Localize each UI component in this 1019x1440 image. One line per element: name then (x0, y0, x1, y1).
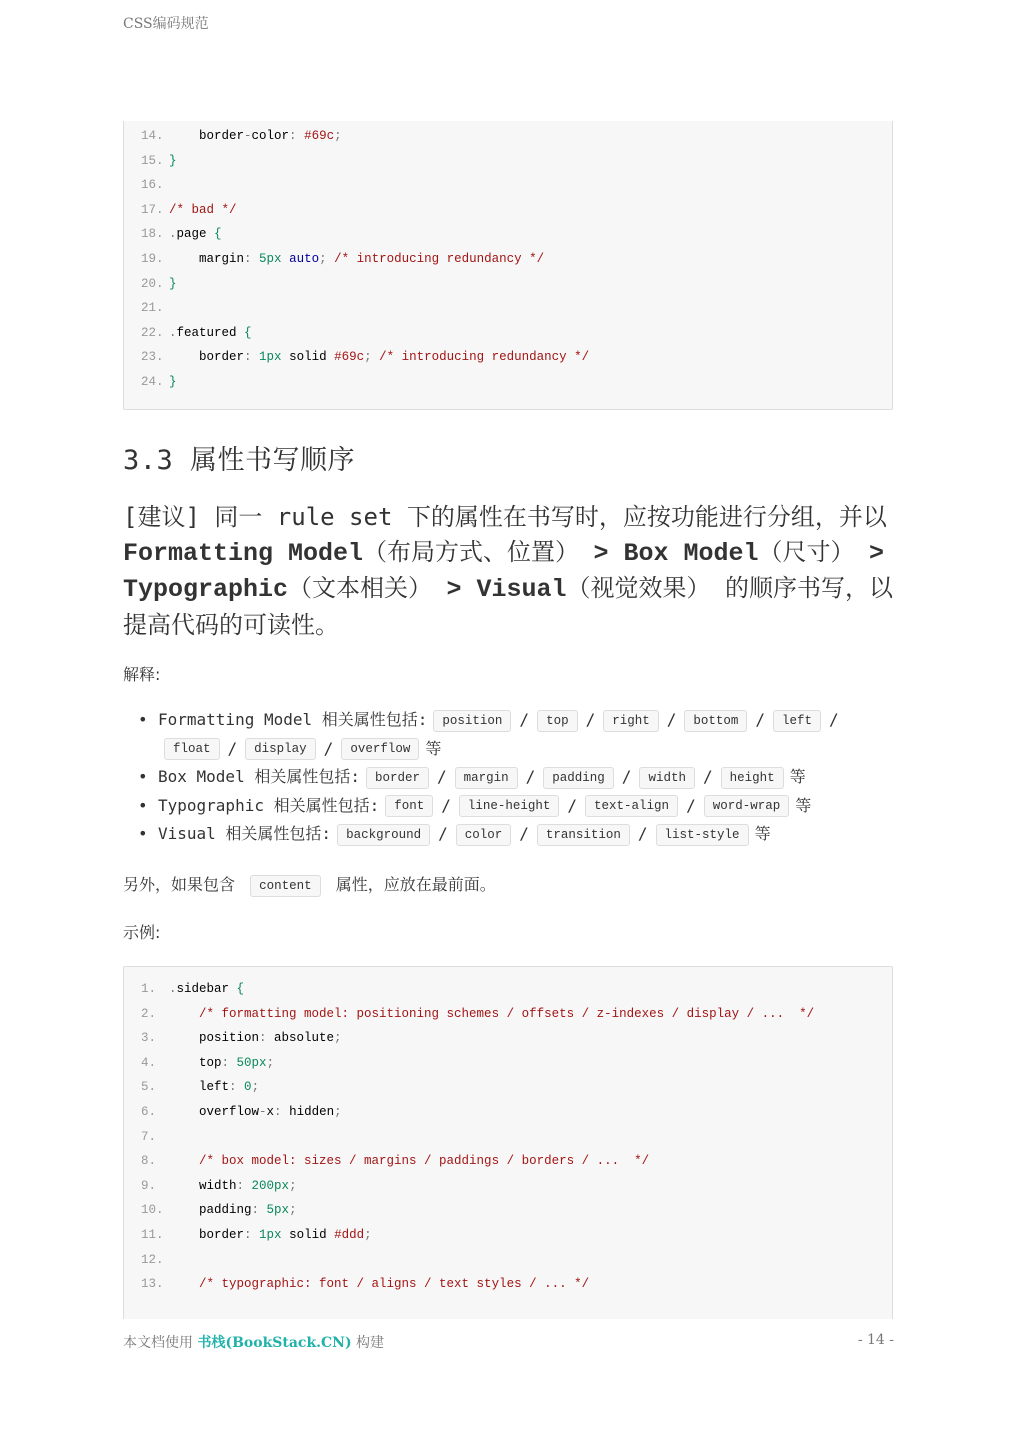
note-text-after: 属性，应放在最前面。 (335, 875, 496, 894)
separator: / (567, 795, 578, 815)
code-text (169, 247, 544, 272)
code-token: { (236, 982, 245, 996)
inline-code-property: padding (543, 767, 614, 789)
code-token: /* box model: sizes / margins / paddings / borders / ... */ (199, 1154, 650, 1169)
note-text-before: 另外，如果包含 (123, 875, 236, 894)
code-line (124, 1272, 892, 1297)
code-token: overflow (169, 1104, 260, 1119)
code-text (169, 222, 222, 247)
code-line (124, 1100, 892, 1125)
code-line (124, 247, 892, 272)
inline-code-property: position (433, 710, 511, 732)
inline-code-property: overflow (341, 738, 419, 760)
rule-text: （尺寸） (758, 537, 869, 566)
code-token: : (221, 1055, 230, 1070)
line-number: 11. (141, 1227, 164, 1242)
code-token: solid (281, 1227, 335, 1242)
code-line (124, 977, 892, 1002)
code-token: margin (169, 251, 245, 266)
inline-code-property: top (537, 710, 578, 732)
code-token (252, 350, 260, 364)
code-token (252, 252, 260, 266)
property-group-suffix: 等 (754, 824, 771, 843)
code-text (169, 1223, 372, 1248)
code-text (169, 321, 252, 346)
code-text (169, 1174, 297, 1199)
inline-code-property: line-height (459, 795, 560, 817)
code-text (169, 124, 342, 149)
code-block-2 (123, 966, 893, 1319)
code-token (244, 1179, 252, 1193)
code-token: : (289, 129, 297, 143)
code-line (124, 173, 892, 198)
code-line (124, 149, 892, 174)
inline-code-property: float (164, 738, 220, 760)
code-token (372, 350, 380, 364)
line-number: 2. (141, 1006, 157, 1021)
line-number: 3. (141, 1031, 157, 1046)
code-text (169, 977, 244, 1002)
rule-text: [建议] 同一 rule set 下的属性在书写时，应按功能进行分组，并以 (123, 503, 887, 531)
inline-code-property: list-style (656, 824, 749, 846)
inline-code-property: width (639, 767, 695, 789)
code-line (124, 321, 892, 346)
line-number: 21. (141, 301, 164, 316)
line-number: 9. (141, 1178, 157, 1193)
line-number: 10. (141, 1203, 164, 1218)
inline-code-property: border (366, 767, 429, 789)
code-token: ; (289, 1178, 297, 1193)
rule-text: （布局方式、位置） (363, 537, 594, 566)
inline-code-property: background (337, 824, 430, 846)
rule-bold-visual: > Visual (446, 575, 567, 604)
separator: / (227, 738, 238, 758)
property-group-suffix: 等 (795, 795, 812, 815)
separator: / (436, 767, 447, 786)
explain-label: 解释: (123, 665, 161, 684)
property-group-item (138, 792, 898, 821)
code-token (259, 1203, 267, 1217)
code-line (124, 198, 892, 223)
code-token: 1px (259, 1227, 282, 1242)
code-token: - (244, 129, 252, 143)
inline-code-property: height (721, 767, 784, 789)
line-number: 20. (141, 276, 164, 291)
rule-text: （视觉效果） 的顺序书写，以提高代码的可读性。 (123, 574, 893, 639)
code-token: 200px (251, 1178, 290, 1193)
code-token: #69c (304, 129, 335, 143)
code-token (169, 1154, 199, 1168)
separator: / (666, 710, 677, 729)
code-token: border (169, 1227, 245, 1242)
code-line (124, 222, 892, 247)
code-line (124, 1248, 892, 1273)
code-token: ; (364, 1227, 372, 1242)
code-token: hidden (281, 1104, 335, 1119)
code-token: /* introducing redundancy */ (379, 350, 590, 365)
code-token: ; (319, 251, 327, 266)
code-token: : (244, 350, 252, 365)
code-token: { (214, 227, 222, 242)
code-token: ; (334, 1031, 342, 1046)
code-token: . (169, 982, 177, 996)
code-line (124, 1075, 892, 1100)
code-token: { (244, 325, 252, 340)
property-group-label: Formatting Model 相关属性包括: (158, 710, 428, 729)
line-number: 1. (141, 982, 157, 996)
code-token: 50px (236, 1055, 267, 1070)
code-token: solid (281, 350, 335, 365)
code-token: } (169, 153, 177, 168)
rule-bold-formatting-model: Formatting Model (123, 538, 364, 568)
code-token: absolute (266, 1031, 335, 1046)
code-token: } (169, 276, 177, 291)
code-token (237, 1080, 245, 1094)
line-number: 8. (141, 1154, 157, 1169)
property-group-list (138, 706, 898, 849)
code-token: : (236, 1178, 245, 1193)
line-number: 14. (141, 129, 164, 143)
code-token: #69c (334, 350, 365, 365)
code-token: auto (289, 251, 320, 266)
code-line (124, 345, 892, 370)
property-group-label: Visual 相关属性包括: (158, 824, 332, 843)
separator: / (519, 824, 529, 843)
code-token (252, 1228, 260, 1242)
code-token: border (169, 129, 245, 143)
code-text (169, 272, 177, 297)
inline-code-property: text-align (585, 795, 678, 817)
line-number: 15. (141, 153, 164, 168)
code-line (124, 272, 892, 297)
inline-code-property: bottom (684, 710, 747, 732)
code-token: top (169, 1055, 222, 1070)
separator: / (637, 824, 648, 843)
inline-code-property: right (603, 710, 659, 732)
code-token: . (169, 227, 177, 242)
line-number: 5. (141, 1080, 157, 1095)
code-text (169, 149, 177, 174)
code-token: ; (334, 1104, 342, 1119)
section-title: 3.3 属性书写顺序 (123, 445, 356, 476)
code-line (124, 370, 892, 395)
code-token: /* typographic: font / aligns / text styles / ... */ (199, 1277, 590, 1292)
code-token: /* formatting model: positioning schemes / offsets / z-indexes / display / ... */ (199, 1006, 815, 1021)
rule-bold-typographic: > Typographic (123, 538, 884, 604)
line-number: 12. (141, 1252, 164, 1267)
code-token: /* introducing redundancy */ (334, 251, 545, 266)
inline-code-property: margin (455, 767, 518, 789)
code-token: : (274, 1104, 282, 1119)
separator: / (441, 795, 451, 815)
code-line (124, 1149, 892, 1174)
code-text (169, 1100, 342, 1125)
separator: / (621, 767, 632, 786)
rule-text: （文本相关） (288, 574, 447, 602)
property-group-suffix: 等 (789, 767, 806, 786)
code-token: } (169, 374, 177, 389)
footer-prefix: 本文档使用 (123, 1335, 198, 1351)
property-group-item (138, 763, 898, 792)
rule-paragraph (123, 500, 893, 642)
footer-suffix: 构建 (351, 1335, 385, 1351)
code-line (124, 1198, 892, 1223)
code-line (124, 1002, 892, 1027)
property-group-label: Box Model 相关属性包括: (158, 767, 360, 786)
code-token: : (244, 1227, 252, 1242)
code-text (169, 1051, 274, 1076)
bookstack-link[interactable]: 书栈(BookStack.CN) (197, 1335, 352, 1351)
code-token (282, 252, 290, 266)
inline-code-property: display (245, 738, 316, 760)
line-number: 4. (141, 1055, 157, 1070)
code-token: 5px (259, 251, 282, 266)
inline-code-property: word-wrap (704, 795, 790, 817)
code-token: 5px (266, 1203, 290, 1218)
page-header-title: CSS编码规范 (123, 16, 209, 32)
code-token: featured (176, 325, 245, 340)
line-number: 6. (141, 1104, 157, 1119)
code-token: : (259, 1031, 267, 1046)
rule-bold-box-model: > Box Model (593, 538, 759, 568)
code-text (169, 1149, 649, 1174)
code-token (297, 129, 305, 143)
code-token: padding (169, 1203, 252, 1218)
code-text (169, 1002, 814, 1027)
code-token: ; (334, 129, 342, 143)
separator: / (702, 767, 713, 786)
separator: / (755, 710, 766, 729)
property-group-item (138, 706, 898, 763)
code-token: : (229, 1080, 237, 1095)
code-token: ; (364, 350, 372, 365)
separator: / (438, 824, 448, 843)
code-token: /* bad */ (169, 202, 237, 217)
code-token: border (169, 350, 245, 365)
code-token: ; (289, 1203, 297, 1218)
code-token: position (169, 1031, 260, 1046)
footer-credit (123, 1332, 384, 1352)
code-block-1 (123, 121, 893, 410)
code-token: color (251, 129, 290, 143)
separator: / (686, 795, 696, 815)
example-label: 示例: (123, 923, 161, 942)
code-token (327, 252, 335, 266)
code-token: : (244, 251, 252, 266)
property-group-suffix: 等 (425, 738, 442, 758)
separator: / (519, 710, 530, 729)
code-line (124, 296, 892, 321)
code-token: width (169, 1178, 237, 1193)
code-token (229, 1056, 237, 1070)
inline-code-property: color (456, 824, 512, 846)
code-line (124, 124, 892, 149)
property-group-item (138, 820, 898, 849)
page-number: - 14 - (857, 1332, 894, 1348)
code-token: #ddd (334, 1227, 365, 1242)
code-text (169, 198, 237, 223)
code-token (169, 1277, 199, 1291)
inline-code-property: font (385, 795, 433, 817)
code-line (124, 1223, 892, 1248)
code-token: : (251, 1203, 260, 1218)
code-text (169, 345, 589, 370)
line-number: 17. (141, 202, 164, 217)
code-token: sidebar (176, 982, 237, 996)
code-line (124, 1051, 892, 1076)
inline-code-property: transition (537, 824, 630, 846)
separator: / (525, 767, 536, 786)
inline-code-content: content (250, 875, 321, 897)
code-token (169, 1007, 199, 1021)
line-number: 13. (141, 1277, 164, 1292)
code-token: ; (251, 1080, 260, 1095)
line-number: 22. (141, 325, 164, 340)
code-token: ; (266, 1055, 275, 1070)
line-number: 7. (141, 1129, 157, 1144)
code-line (124, 1174, 892, 1199)
code-token: left (169, 1080, 230, 1095)
code-text (169, 370, 177, 395)
code-token: x (266, 1104, 275, 1119)
line-number: 19. (141, 251, 164, 266)
line-number: 18. (141, 227, 164, 242)
code-token: 0 (244, 1080, 252, 1095)
code-token: page (176, 227, 215, 242)
content-note (123, 872, 496, 897)
code-token: . (169, 325, 177, 340)
code-text (169, 1075, 259, 1100)
code-token: 1px (259, 350, 282, 365)
separator: / (585, 710, 596, 729)
code-text (169, 1198, 297, 1223)
property-group-label: Typographic 相关属性包括: (158, 795, 380, 815)
code-line (124, 1125, 892, 1150)
code-line (124, 1026, 892, 1051)
code-token: - (259, 1104, 267, 1119)
code-text (169, 1272, 589, 1297)
separator: / (323, 738, 334, 758)
line-number: 23. (141, 350, 164, 365)
separator: / (829, 710, 839, 729)
line-number: 16. (141, 178, 164, 193)
inline-code-property: left (773, 710, 821, 732)
code-text (169, 1026, 342, 1051)
line-number: 24. (141, 374, 164, 389)
